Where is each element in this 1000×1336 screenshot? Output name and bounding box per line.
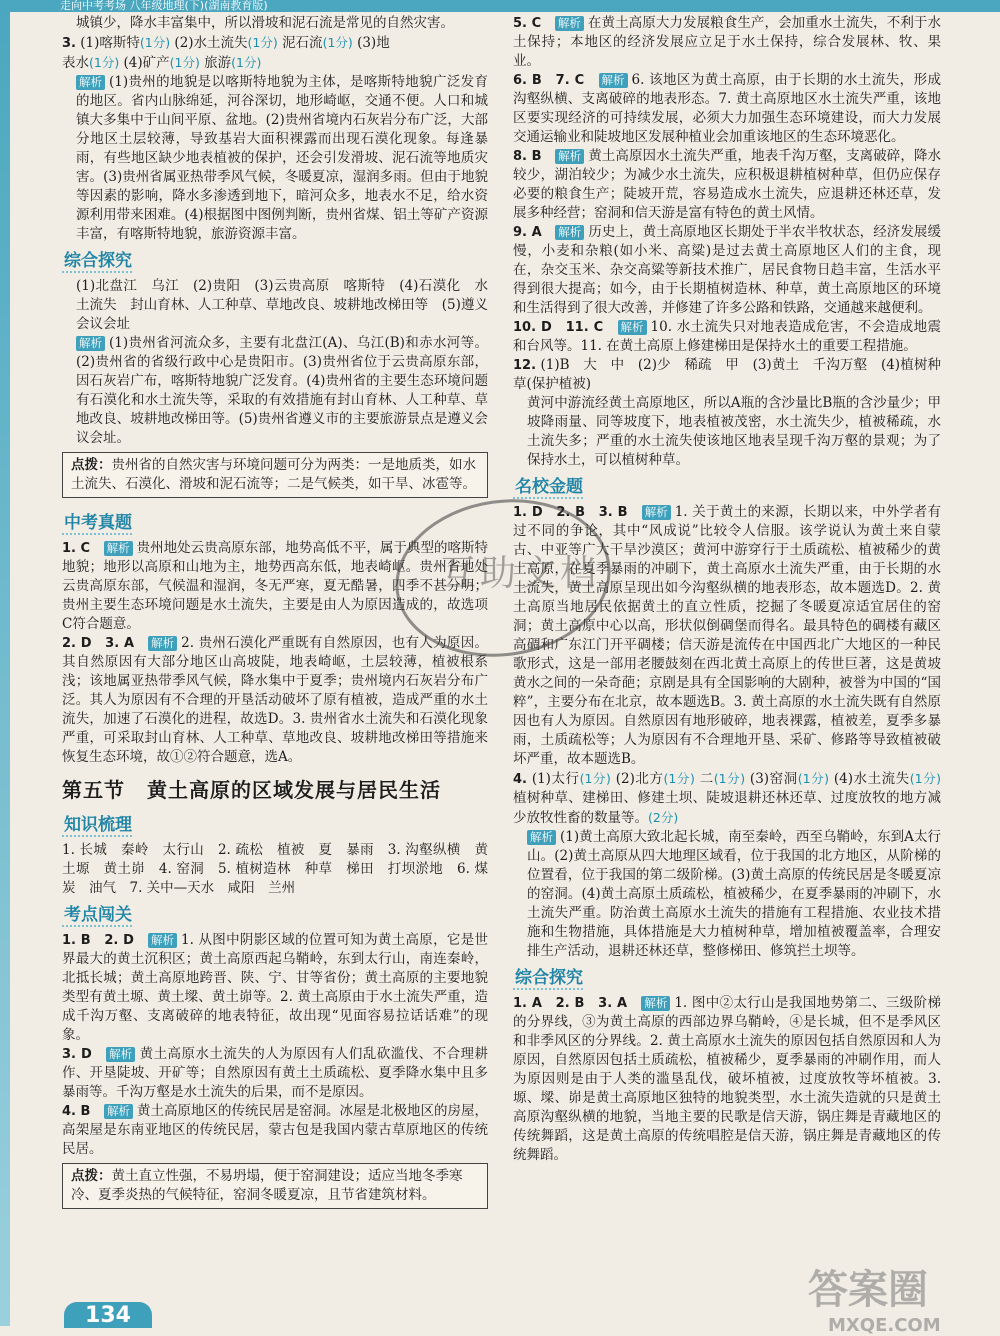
answer-item: 1. A 2. B 3. A 解析 1. 图中②太行山是我国地势第二、三级阶梯的分界线，③为黄土高原的西部边界乌鞘岭，④是长城，但不是季风区和非季风区的分界线。2. 黄土高原水土流失的原因包括自然原因和人为原因，自然原因包括土质疏松，植被稀少，夏季暴雨的冲刷作用，而人为原因则是由于人类的滥垦乱伐，破坏植被，过度放牧等坏植被。3. 塬、墚、峁是黄土高原地区独特的地貌类型，水土流失造就的只是黄土高原沟壑纵横的地貌，当地主要的民歌是信天游，锅庄舞是青藏地区的传统舞蹈，这是黄土高原的传统唱腔是信天游，锅庄舞是青藏地区的传统舞蹈。 — [513, 995, 942, 1163]
answer-item: 3. D 解析 黄土高原水土流失的人为原因有人们乱砍滥伐、不合理耕作、开垦陡坡、开矿等；自然原因有黄土土质疏松、夏季降水集中且多暴雨等。千沟万壑是水土流失的后果，而不是原因。 — [62, 1046, 488, 1100]
tip-box: 点拨：黄土直立性强，不易坍塌，便于窑洞建设；适应当地冬季寒冷、夏季炎热的气候特征，窑洞冬暖夏凉，且节省建筑材料。 — [62, 1163, 488, 1209]
answer-item: 9. A 解析 历史上，黄土高原地区长期处于半农半牧状态，经济发展缓慢，小麦和杂粮(如小米、高粱)是过去黄土高原地区人们的主食，现在，杂交玉米、杂交高粱等新技术推广，居民食物日趋丰富，生活水平得到很大提高；如今，由于长期植树造林、种草，黄土高原地区的环境和生活得到了很大改善，并修建了许多公路和铁路，交通越来越便利。 — [513, 224, 942, 316]
tip-box: 点拨：贵州省的自然灾害与环境问题可分为两类：一是地质类，如水土流失、石漠化、滑坡和泥石流等；二是气候类，如干旱、冰雹等。 — [62, 452, 488, 498]
stamp-text: 互助文档 — [440, 553, 601, 594]
section-title: 综合探究 — [64, 251, 132, 271]
answer-explore: (1)北盘江 乌江 (2)贵阳 (3)云贵高原 喀斯特 (4)石漠化 水土流失 封山育林、人工种草、草地改良、坡耕地改梯田等 (5)遵义会议会址 — [76, 278, 488, 332]
answer-item: 1. B 2. D 解析 1. 从图中阴影区域的位置可知为黄土高原，它是世界最大的黄土沉积区；黄土高原西起乌鞘岭，东到太行山，南连秦岭，北抵长城；黄土高原地跨晋、陕、宁、甘等省份；黄土高原的主要地貌类型有黄土塬、黄土墚、黄土峁等。2. 黄土高原由于水土流失严重，造成千沟万壑、支离破碎的地表特征，故出现“见面容易拉话话难”的现象。 — [62, 932, 488, 1043]
header-bar — [0, 0, 1000, 12]
analysis-tag: 解析 — [618, 320, 647, 335]
answer-item: 2. D 3. A 解析 2. 贵州石漠化严重既有自然原因，也有人为原因。其自然原因有大部分地区山高坡陡，地表崎岖，土层较薄，植被根系浅；该地属亚热带季风气候，降水集中于夏季；贵州境内石灰岩分布广泛。其人为原因有不合理的开垦活动破坏了原有植被，造成严重的水土流失，加速了石漠化的进程，故选D。3. 贵州省水土流失和石漠化现象严重，可采取封山育林、人工种草、草地改良、坡耕地改梯田等措施来恢复生态环境，故①②符合题意，选A。 — [62, 635, 489, 765]
analysis-tag: 解析 — [527, 830, 556, 845]
paragraph: 城镇少，降水丰富集中，所以滑坡和泥石流是常见的自然灾害。 — [76, 15, 454, 31]
analysis-tag: 解析 — [555, 225, 584, 240]
section-title: 名校金题 — [515, 477, 583, 497]
analysis-tag: 解析 — [599, 73, 628, 88]
analysis-tag: 解析 — [76, 75, 105, 90]
answer-item: 1. C 解析 贵州地处云贵高原东部，地势高低不平，属于典型的喀斯特地貌；地形以高原和山地为主，地势西高东低，地表崎岖。贵州省地处云贵高原东部，气候温和湿润，冬无严寒，夏无酷暑，四季不甚分明；贵州主要生态环境问题是水土流失，主要是由人为原因造成的，故选项C符合题意。 — [62, 540, 489, 632]
answer-item: 12. (1)B 大 中 (2)少 稀疏 甲 (3)黄土 千沟万壑 (4)植树种草(保护植被) — [513, 357, 941, 392]
analysis-tag: 解析 — [148, 636, 177, 651]
answer-item: 10. D 11. C 解析 10. 水土流失只对地表造成危害，不会造成地震和台风等。11. 在黄土高原上修建梯田是保持水土的重要工程措施。 — [513, 319, 942, 354]
section-title: 综合探究 — [515, 968, 583, 988]
analysis-tag: 解析 — [555, 16, 584, 31]
page-number: 134 — [64, 1302, 152, 1328]
answer-item: 8. B 解析 黄土高原因水土流失严重，地表千沟万壑，支离破碎，降水较少，湖泊较少；为减少水土流失，应积极退耕植树种草，但仍应保存必要的粮食生产；陡坡开荒，容易造成水土流失，应退耕还林还草，发展多种经营；窑洞和信天游是富有特色的黄土风情。 — [513, 148, 942, 221]
knowledge-list: 1. 长城 秦岭 太行山 2. 疏松 植被 夏 暴雨 3. 沟壑纵横 黄土塬 黄土峁 4. 窑洞 5. 植树造林 种草 梯田 打坝淤地 6. 煤炭 油气 7. 关中—天水 咸阳 兰州 — [62, 842, 488, 896]
analysis: 解析 (1)贵州省河流众多，主要有北盘江(A)、乌江(B)和赤水河等。(2)贵州省的省级行政中心是贵阳市。(3)贵州省位于云贵高原东部，因石灰岩广布，喀斯特地貌广泛发育。(4)贵州省的主要生态环境问题有石漠化和水土流失等，采取的有效措施有封山育林、人工种草、草地改良、坡耕地改梯田等。(5)贵州省遵义市的主要旅游景点是遵义会议会址。 — [76, 335, 488, 446]
answer-item: 4. B 解析 黄土高原地区的传统民居是窑洞。冰屋是北极地区的房屋，高架屋是东南亚地区的传统民居，蒙古包是我国内蒙古草原地区的传统民居。 — [62, 1103, 489, 1157]
section-title: 中考真题 — [64, 513, 132, 533]
analysis-tag: 解析 — [104, 1104, 133, 1119]
header-text: 走向中考考场 八年级地理(下)(湖南教育版) — [60, 0, 268, 12]
page-edge-decoration — [0, 0, 10, 1326]
analysis-tag: 解析 — [555, 149, 584, 164]
watermark: 答案圈 MXQE.COM — [808, 1267, 941, 1336]
analysis-tag: 解析 — [106, 1047, 135, 1062]
answer-q3: 3. (1)喀斯特(1分) (2)水土流失(1分) 泥石流(1分) (3)地 表水(1分) (4)矿产(1分) 旅游(1分) — [62, 35, 390, 71]
analysis-tag: 解析 — [104, 541, 133, 556]
analysis: 黄河中游流经黄土高原地区，所以A瓶的含沙量比B瓶的含沙量少；甲坡降雨量、同等坡度下，地表植被茂密，水土流失少，植被稀疏，水土流失多；严重的水土流失使该地区地表呈现千沟万壑的景观；为了保持水土，可以植树种草。 — [527, 395, 941, 468]
chapter-title: 第五节 黄土高原的区域发展与居民生活 — [62, 778, 441, 802]
answer-item: 6. B 7. C 解析 6. 该地区为黄土高原，由于长期的水土流失，形成沟壑纵横、支离破碎的地表形态。7. 黄土高原地区水土流失严重，该地区要实现经济的可持续发展，必须大力加强生态环境建设，而大力发展交通运输业和陡坡地区发展种植业会加重该地区的生态环境恶化。 — [513, 72, 941, 145]
analysis: 解析 (1)黄土高原大致北起长城，南至秦岭，西至乌鞘岭，东到A太行山。(2)黄土高原从四大地理区域看，位于我国的北方地区，从阶梯的位置看，位于我国的第二级阶梯。(3)黄土高原的传统民居是冬暖夏凉的窑洞。(4)黄土高原土质疏松，植被稀少，在夏季暴雨的冲刷下，水土流失严重。防治黄土高原水土流失的措施有工程措施、农业技术措施和生物措施，具体措施是大力植树种草，增加植被覆盖率，合理安排生产活动，退耕还林还草，整修梯田、修筑拦土坝等。 — [527, 829, 941, 959]
analysis-tag: 解析 — [642, 505, 671, 520]
analysis: 解析 (1)贵州的地貌是以喀斯特地貌为主体，是喀斯特地貌广泛发育的地区。省内山脉绵延，河谷深切，地形崎岖，交通不便。人口和城镇大多集中于山间平原、盆地。(2)贵州省境内石灰岩分布广泛，大部分地区土层较薄，导致基岩大面积裸露而出现石漠化现象。每逢暴雨，有些地区缺少地表植被的保护，还会引发滑坡、泥石流等地质灾害。(3)贵州省属亚热带季风气候，冬暖夏凉，湿润多雨。但由于地貌等因素的影响，降水多渗透到地下，暗河众多，地表水不足，给水资源利用带来困难。(4)根据图中图例判断，贵州省煤、铝土等矿产资源丰富，有喀斯特地貌，旅游资源丰富。 — [76, 74, 488, 242]
answer-item: 1. D 2. B 3. B 解析 1. 关于黄土的来源，长期以来，中外学者有过不同的争论，其中“风成说”比较令人信服。该学说认为黄土来自蒙古、中亚等广大干旱沙漠区；黄河中游穿行于土质疏松、植被稀少的黄土高原，在夏季暴雨的冲刷下，黄土高原水土流失严重，由于长期的水土流失，黄土高原呈现出如今沟壑纵横的地表形态，故本题选D。2. 黄土高原当地居民依据黄土的直立性质，挖掘了冬暖夏凉适宜居住的窑洞；黄土高原中心以高，形状似倒碉堡而得名。最具特色的碉楼有藏区高碉和广东江门开平碉楼；信天游是流传在中国西北广大地区的一种民歌形式，这是一部用老腰鼓刻在西北黄土高原上的传世巨著，这是黄坡黄水之间的一朵奇葩；京剧是具有全国影响的大剧种，被誉为中国的“国粹”，主要分布在北京，故本题选B。3. 黄土高原的水土流失既有自然原因也有人为原因。自然原因有地形破碎，地表裸露，植被差，夏季多暴雨，土质疏松等；人为原因有不合理地开垦、采矿、修路等导致植被破坏严重，故本题选B。 — [513, 504, 942, 767]
section-title: 知识梳理 — [64, 815, 132, 835]
analysis-tag: 解析 — [148, 933, 177, 948]
answer-item: 5. C 解析 在黄土高原大力发展粮食生产，会加重水土流失，不利于水土保持；本地区的经济发展应立足于水土保持，综合发展林、牧、果业。 — [513, 15, 941, 69]
section-title: 考点闯关 — [64, 905, 132, 925]
analysis-tag: 解析 — [641, 996, 670, 1011]
analysis-tag: 解析 — [76, 336, 105, 351]
answer-item: 4. (1)太行(1分) (2)北方(1分) 二(1分) (3)窑洞(1分) (4)水土流失(1分) 植树种草、建梯田、修建土坝、陡坡退耕还林还草、过度放牧的地方减少放牧性畜的数量等。(2分) — [513, 771, 942, 826]
